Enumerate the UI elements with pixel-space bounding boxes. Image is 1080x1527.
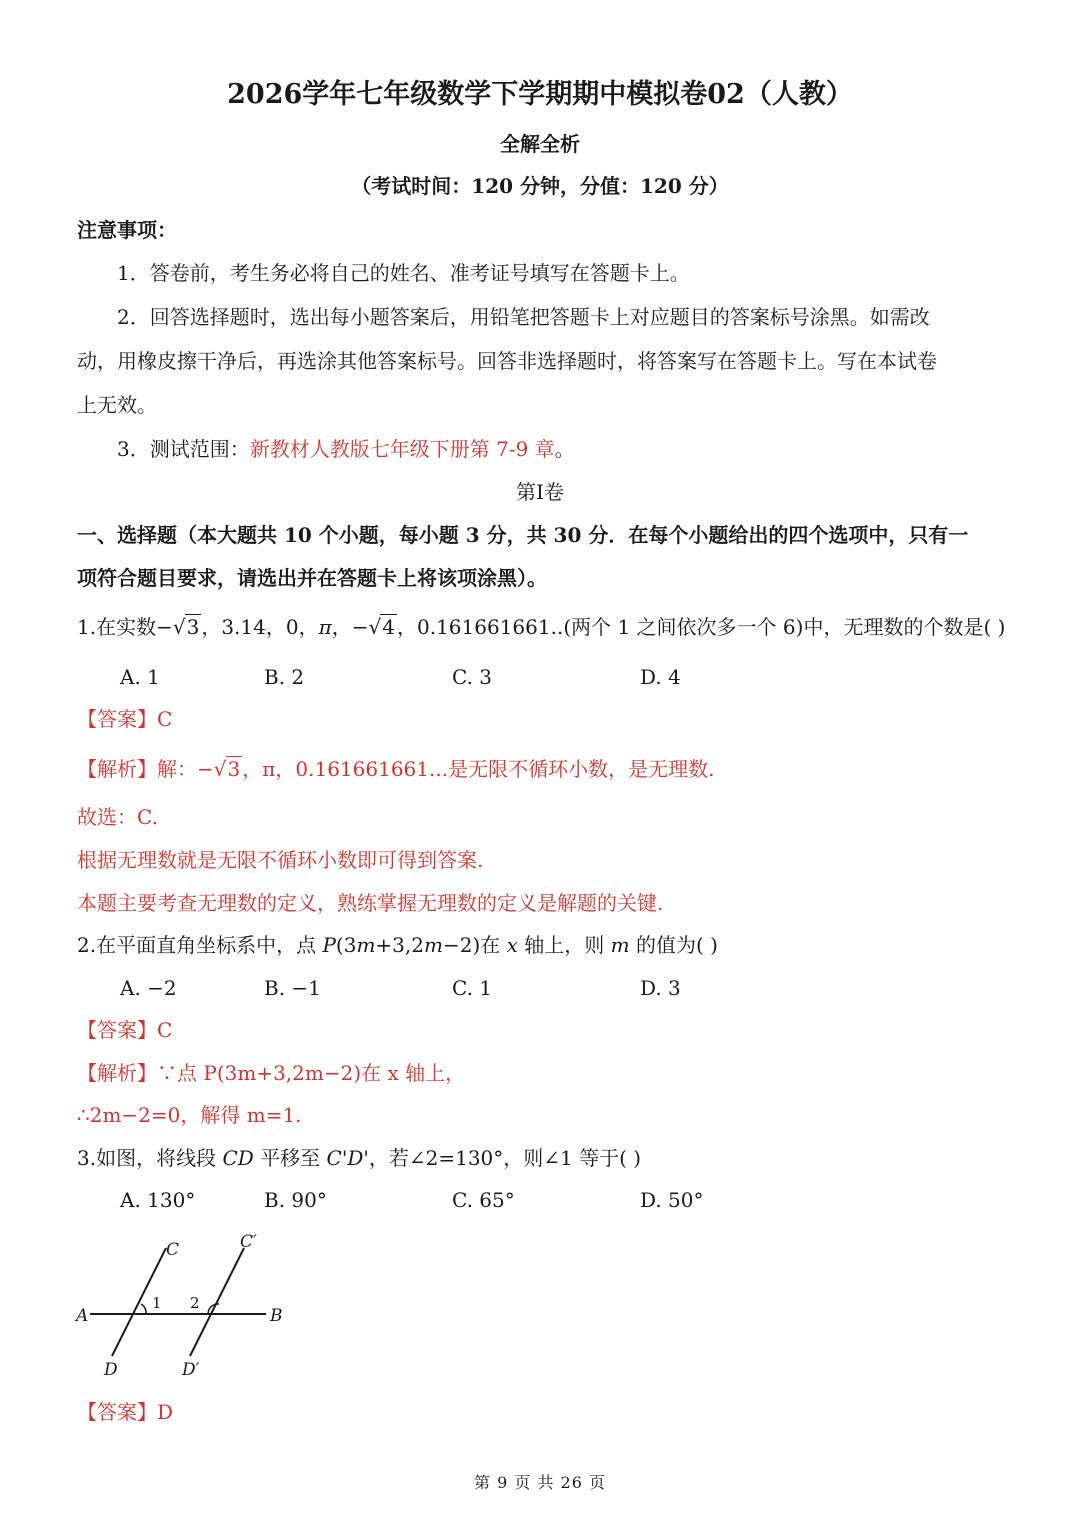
label-c: C [166,1240,180,1260]
notice-item-2-line-3: 上无效。 [77,393,157,417]
q1-option-a: A. 1 [120,665,160,689]
q1-stem-part: ，3.14，0， [201,615,319,639]
q2-stem-part: 轴上，则 [517,933,611,957]
q2-stem-part: 2.在平面直角坐标系中，点 [77,933,323,957]
page-title: 2026学年七年级数学下学期期中模拟卷02（人教） [227,79,853,110]
page-subtitle: 全解全析 [500,132,580,156]
sqrt-3-radicand: 3 [227,757,241,781]
exam-info: （考试时间：120 分钟，分值：120 分） [351,174,729,198]
question-1-stem [77,614,1005,640]
q2-analysis: 【解析】∵点 P(3m+3,2m−2)在 x 轴上， [77,1061,466,1085]
notice-item-2-line-1: 2．回答选择题时，选出每小题答案后，用铅笔把答题卡上对应题目的答案标号涂黑。如需改 [117,305,930,329]
segment-cd: CD [222,1146,254,1170]
section-1-line-1: 一、选择题（本大题共 10 个小题，每小题 3 分，共 30 分．在每个小题给出的四个选项中，只有一 [77,523,969,547]
notice-item-3-suffix: 。 [554,437,575,461]
label-angle-1: 1 [152,1294,162,1312]
q2-stem-part: −2)在 [442,933,507,957]
point-p: P [322,933,336,957]
q3-stem-part: 3.如图，将线段 [77,1146,223,1170]
angle-1-arc [141,1304,146,1314]
q1-option-c: C. 3 [452,665,493,689]
q1-stem-part: ，0.161661661..(两个 1 之间依次多一个 6)中，无理数的个数是( ) [397,615,1006,639]
test-scope: 新教材人教版七年级下册第 7-9 章 [249,437,555,461]
q2-stem-part: 的值为( ) [629,933,718,957]
q2-stem-part: (3 [335,933,357,957]
section-1-line-2: 项符合题目要求，请选出并在答题卡上将该项涂黑）。 [77,566,547,590]
q3-option-b: B. 90° [264,1188,327,1212]
q1-analysis [77,756,714,782]
q3-answer: 【答案】D [77,1400,174,1424]
var-m: m [424,933,443,957]
notice-item-3-prefix: 3．测试范围： [117,437,250,461]
notice-heading: 注意事项： [77,218,177,242]
q2-option-d: D. 3 [640,976,681,1000]
q3-stem-part: 平移至 [253,1146,327,1170]
label-d-prime: D′ [182,1360,200,1380]
sqrt-3: √3 [172,615,200,639]
volume-label: 第Ⅰ卷 [516,480,564,504]
q3-option-c: C. 65° [452,1188,515,1212]
sqrt-4: √4 [368,615,395,639]
q2-answer: 【答案】C [77,1018,173,1042]
sqrt-3-radicand: 3 [186,615,200,639]
translation-figure [70,1228,300,1388]
sqrt-4-radicand: 4 [382,615,395,639]
q2-solution: ∴2m−2=0，解得 m=1. [77,1103,302,1127]
q2-option-c: C. 1 [452,976,493,1000]
q1-conclusion: 故选：C. [77,805,158,829]
q2-option-a: A. −2 [120,976,177,1000]
var-m: m [610,933,630,957]
label-b: B [270,1306,283,1326]
label-c-prime: C′ [240,1232,257,1252]
var-x: x [506,933,518,957]
label-a: A [76,1306,89,1326]
notice-item-3 [117,436,575,462]
q1-stem-part: ，− [331,615,369,639]
q1-option-d: D. 4 [640,665,681,689]
label-angle-2: 2 [190,1294,200,1312]
q1-reasoning: 根据无理数就是无限不循环小数即可得到答案. [77,848,484,872]
segment-c-prime-d-prime: C'D' [326,1146,369,1170]
q1-answer: 【答案】C [77,707,173,731]
question-2-stem [77,932,718,958]
sqrt-3: √3 [213,757,241,781]
q1-summary: 本题主要考查无理数的定义，熟练掌握无理数的定义是解题的关键. [77,891,664,915]
q2-option-b: B. −1 [264,976,321,1000]
notice-item-2-line-2: 动，用橡皮擦干净后，再选涂其他答案标号。回答非选择题时，将答案写在答题卡上。写在本试卷 [77,349,937,373]
page-number: 第 9 页 共 26 页 [474,1473,606,1492]
q1-option-b: B. 2 [264,665,305,689]
label-d: D [104,1360,118,1380]
var-m: m [356,933,376,957]
q2-stem-part: +3,2 [375,933,424,957]
q1-analysis-part: 【解析】解：− [77,757,214,781]
q3-option-a: A. 130° [120,1188,196,1212]
q3-stem-part: ，若∠2=130°，则∠1 等于( ) [368,1146,642,1170]
q3-option-d: D. 50° [640,1188,704,1212]
q1-analysis-part: ，π，0.161661661...是无限不循环小数，是无理数. [242,757,715,781]
notice-item-1: 1．答卷前，考生务必将自己的姓名、准考证号填写在答题卡上。 [117,261,690,285]
pi-symbol: π [318,615,332,639]
q1-stem-part: 1.在实数− [77,615,173,639]
question-3-stem [77,1145,641,1171]
